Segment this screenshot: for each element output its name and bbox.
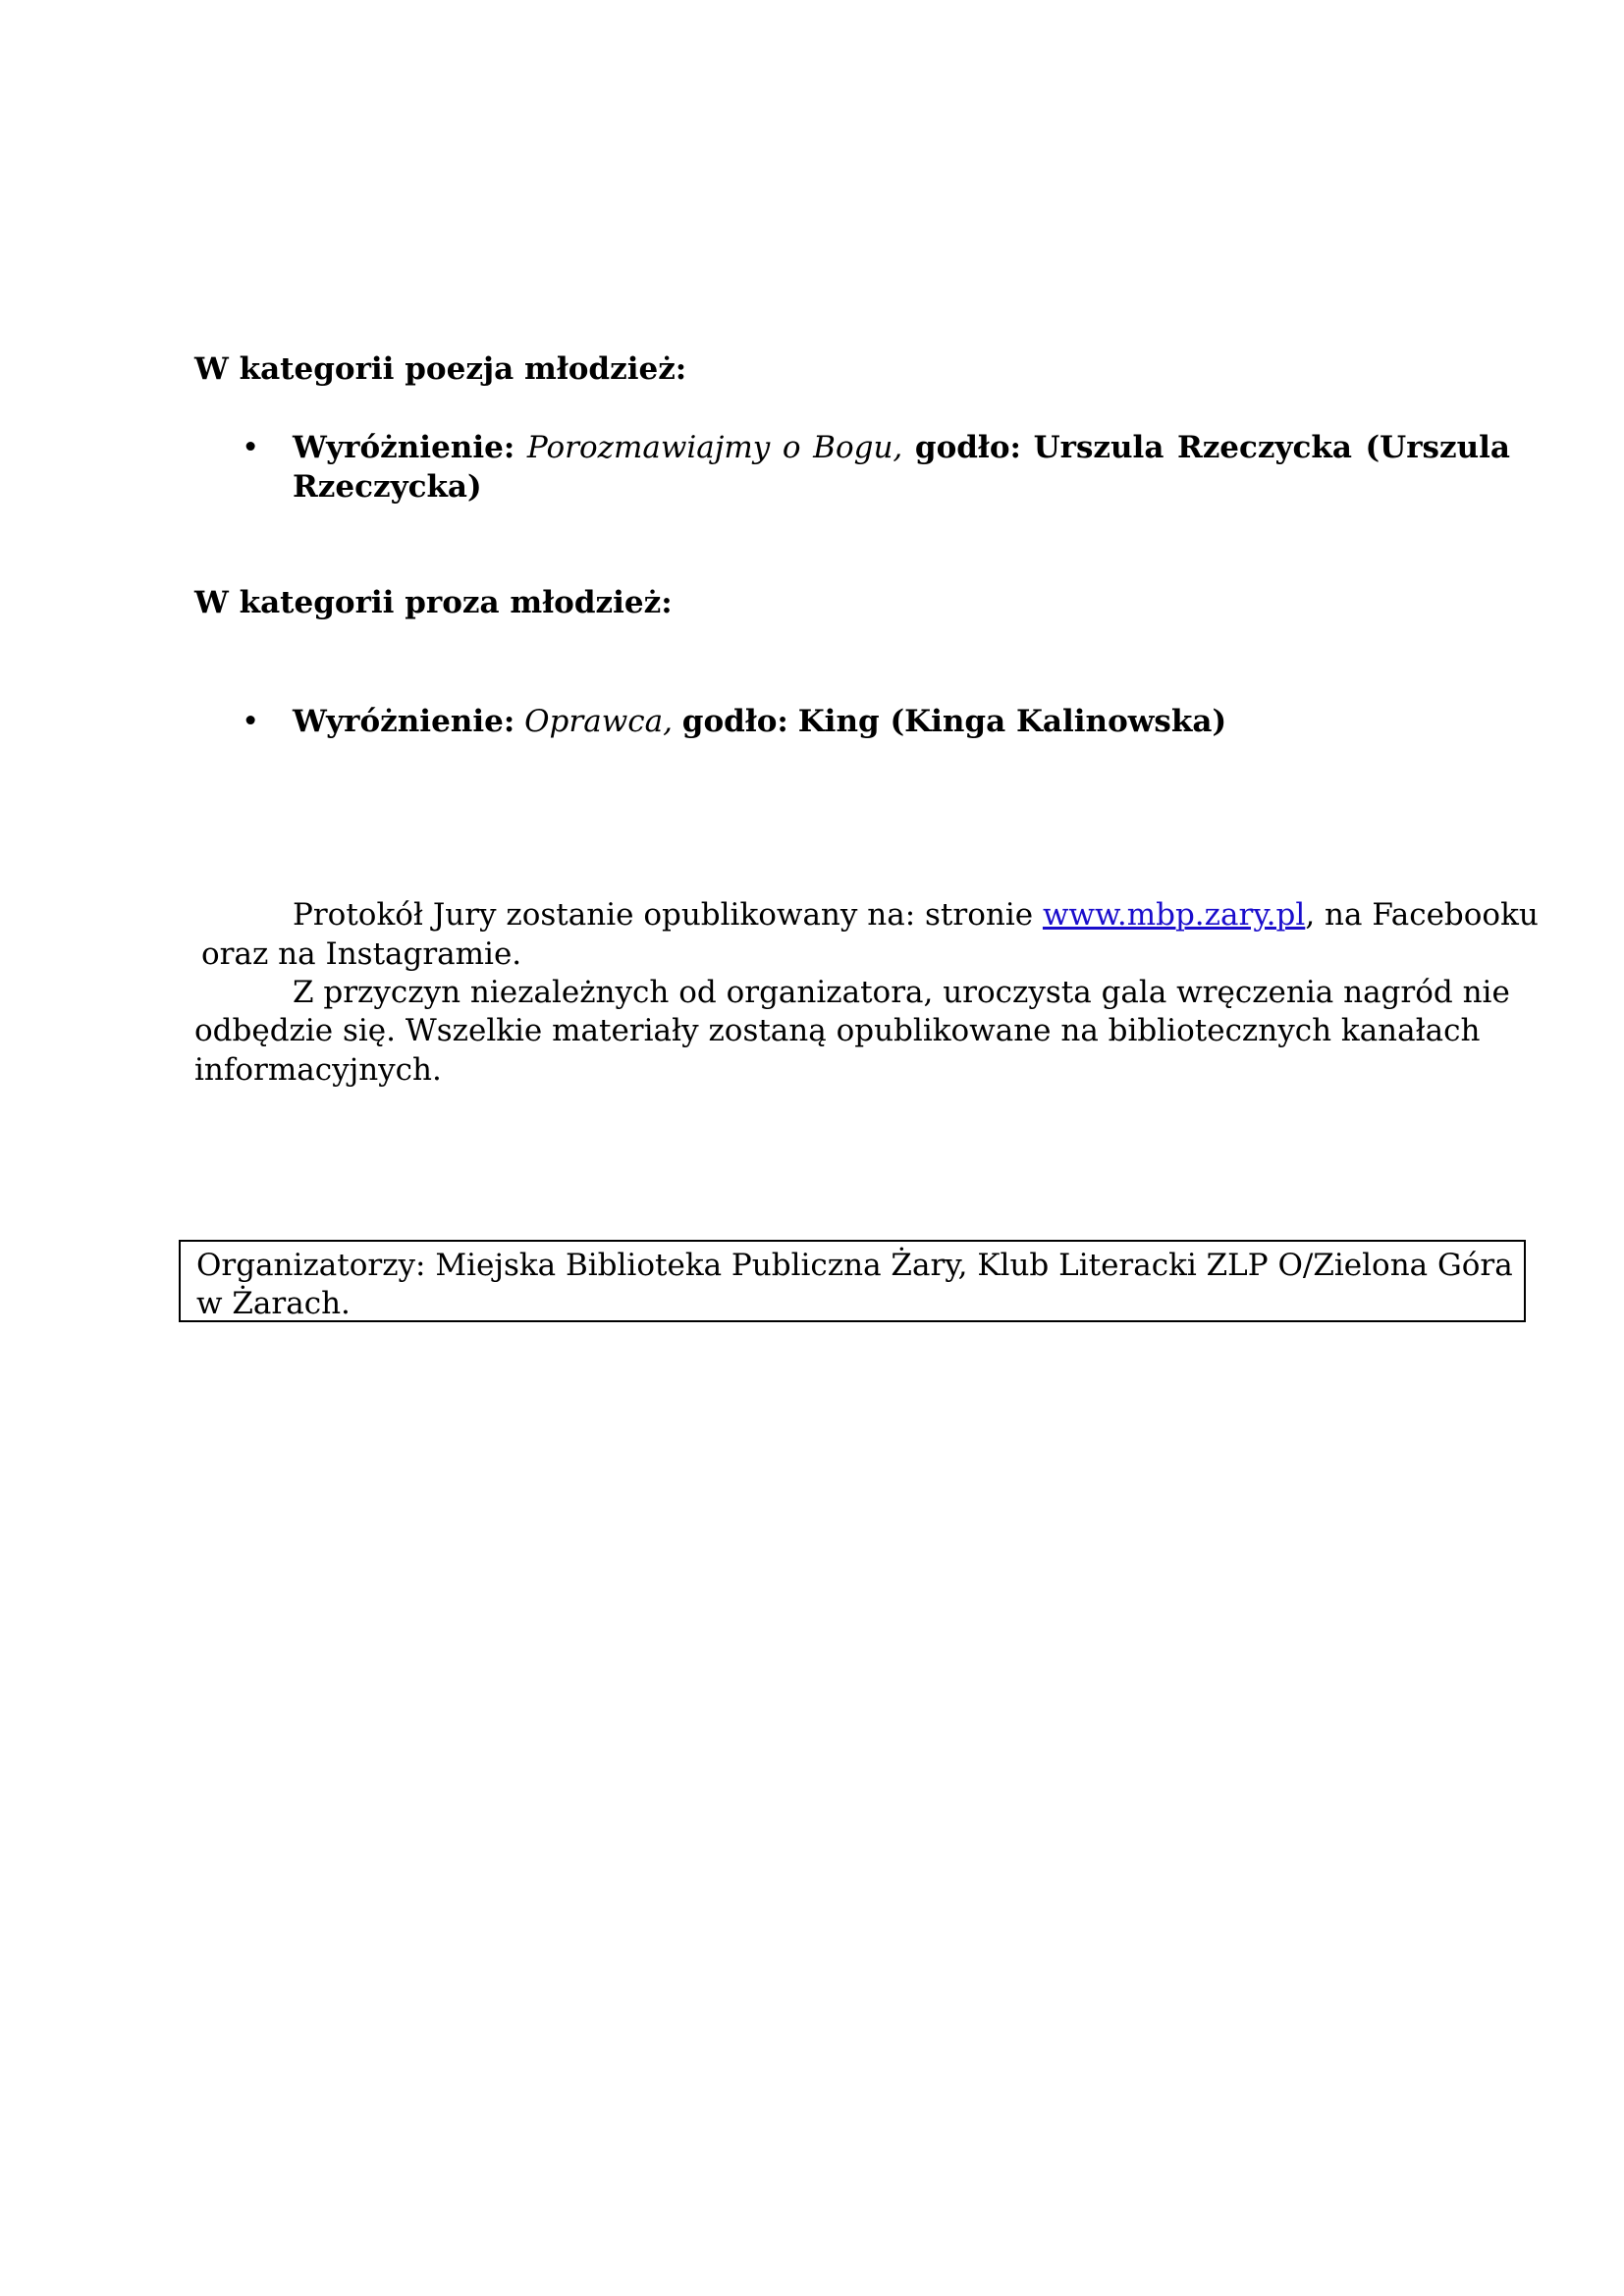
motto-label: godło: — [681, 704, 788, 739]
work-title: Porozmawiajmy o Bogu, — [526, 430, 903, 465]
organizers-line-1: Organizatorzy: Miejska Biblioteka Publiczna Żary, Klub Literacki ZLP O/Zielona Góra — [196, 1248, 1513, 1283]
poetry-category-heading: W kategorii poezja młodzież: — [194, 351, 687, 387]
work-title: Oprawca, — [524, 704, 673, 739]
notice-line-3: informacyjnych. — [194, 1052, 442, 1088]
award-label: Wyróżnienie: — [293, 704, 515, 739]
prose-category-heading: W kategorii proza młodzież: — [194, 585, 673, 620]
prose-award-text — [293, 702, 1510, 741]
award-label: Wyróżnienie: — [293, 430, 515, 465]
library-website-link[interactable]: www.mbp.zary.pl — [1042, 897, 1306, 933]
bullet-icon: • — [242, 704, 260, 739]
organizers-box — [179, 1240, 1526, 1322]
author-name: King (Kinga Kalinowska) — [797, 704, 1227, 739]
poetry-award-text — [293, 428, 1510, 507]
author-name: Urszula Rzeczycka (Urszula Rzeczycka) — [293, 430, 1510, 505]
organizers-line-2: w Żarach. — [196, 1286, 351, 1321]
poetry-award-item — [242, 428, 1510, 507]
prose-award-item — [242, 702, 1510, 741]
announcement-line-1: Protokół Jury zostanie opublikowany na: stronie www.mbp.zary.pl, na Facebooku — [293, 897, 1539, 933]
announcement-line-2: oraz na Instagramie. — [201, 936, 522, 972]
bullet-icon: • — [242, 430, 260, 465]
notice-line-1: Z przyczyn niezależnych od organizatora, uroczysta gala wręczenia nagród nie — [293, 975, 1510, 1010]
notice-line-2: odbędzie się. Wszelkie materiały zostaną opublikowane na bibliotecznych kanałach — [194, 1013, 1481, 1048]
motto-label: godło: — [914, 430, 1021, 465]
